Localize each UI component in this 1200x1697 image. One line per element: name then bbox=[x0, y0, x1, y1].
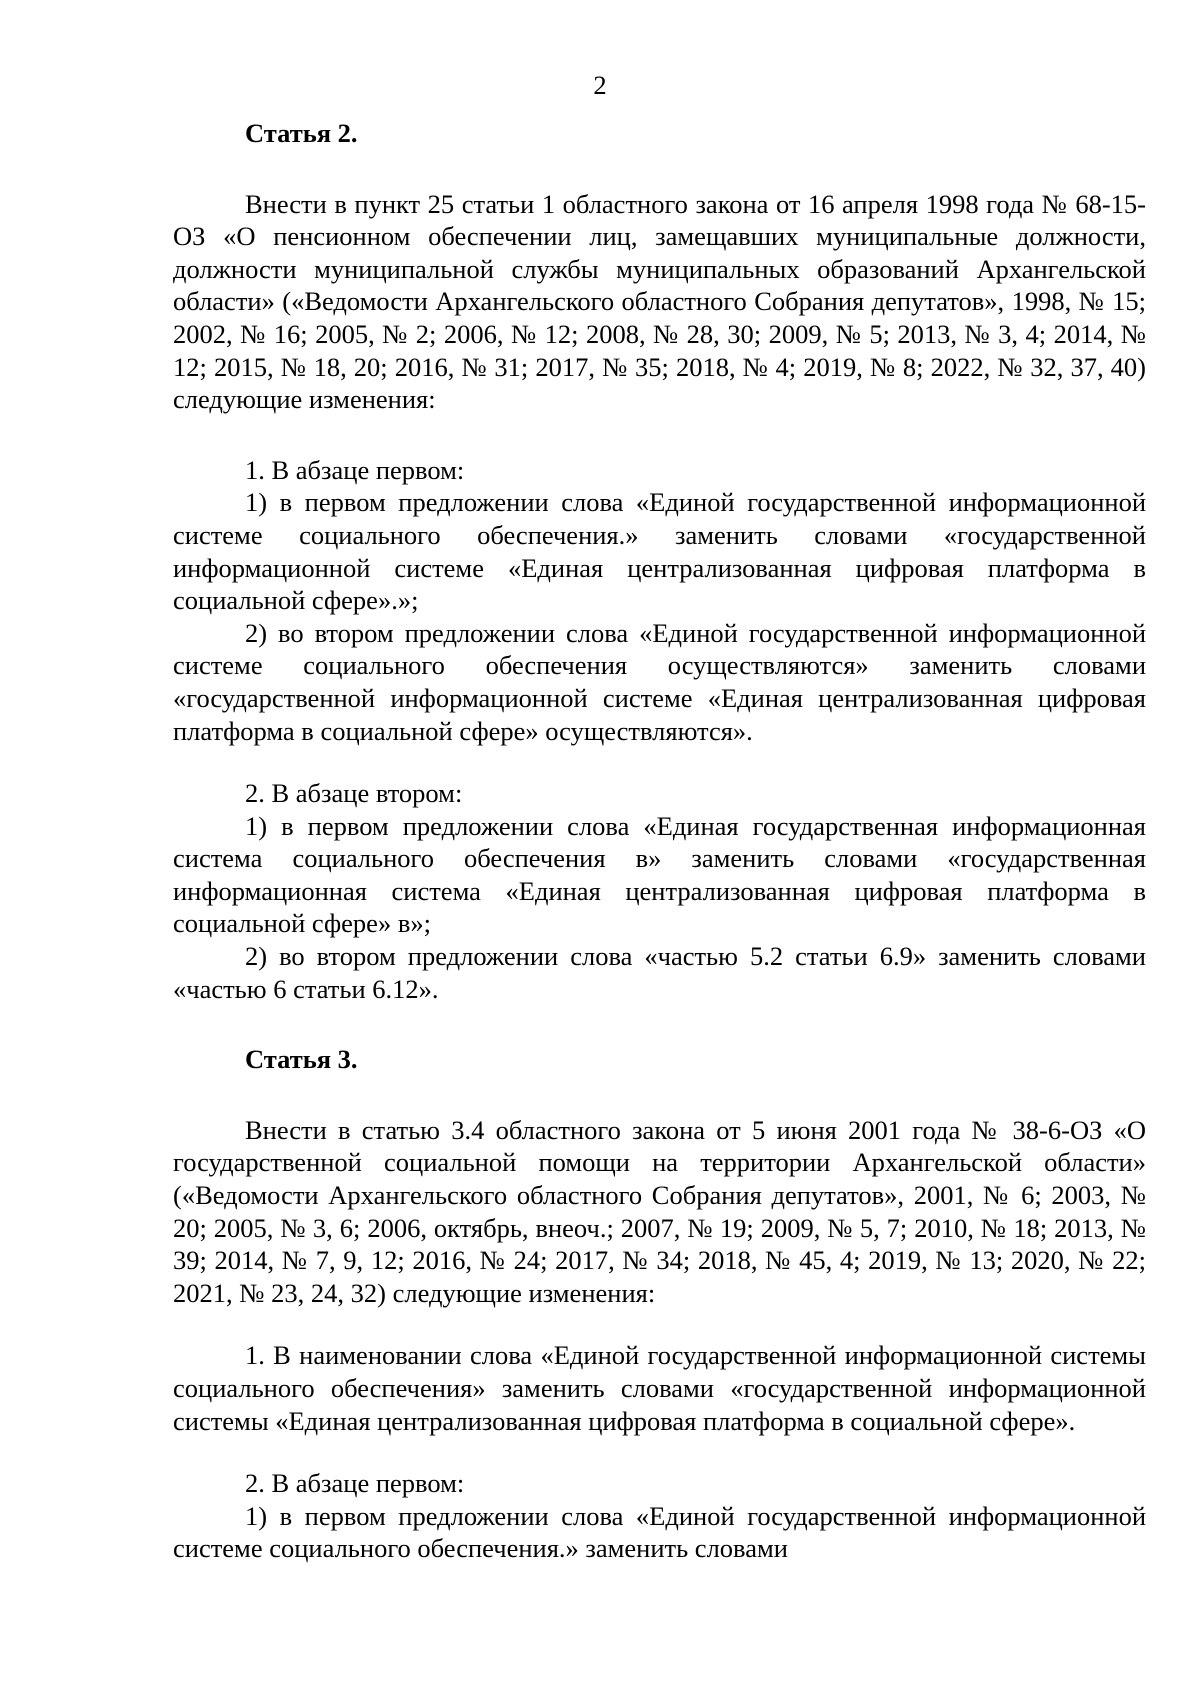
article-2-item-2-sub-1: 1) в первом предложении слова «Единая государственная информационная система социального обеспечения в» заменить словами «государственная информационная система «Единая централизованная цифровая платформа в социальной сфере» в»; bbox=[173, 810, 1146, 939]
page-number: 2 bbox=[593, 70, 607, 100]
article-3-item-2-title: 2. В абзаце первом: bbox=[245, 1468, 465, 1499]
article-2-intro: Внести в пункт 25 статьи 1 областного закона от 16 апреля 1998 года № 68-15-ОЗ «О пенсионном обеспечении лиц, замещавших муниципальные должности, должности муниципальной службы муниципальных образований Архангельской области» («Ведомости Архангельского областного Собрания депутатов», 1998, № 15; 2002, № 16; 2005, № 2; 2006, № 12; 2008, № 28, 30; 2009, № 5; 2013, № 3, 4; 2014, № 12; 2015, № 18, 20; 2016, № 31; 2017, № 35; 2018, № 4; 2019, № 8; 2022, № 32, 37, 40) следующие изменения: bbox=[173, 188, 1146, 415]
document-body bbox=[173, 117, 1146, 1565]
article-2-heading: Статья 2. bbox=[245, 118, 358, 148]
article-2-item-2-sub-2: 2) во втором предложении слова «частью 5.2 статьи 6.9» заменить словами «частью 6 статьи 6.12». bbox=[173, 941, 1146, 1004]
article-2-item-1-sub-2: 2) во втором предложении слова «Единой государственной информационной системе социального обеспечения осуществляются» заменить словами «государственной информационной системе «Единая централизованная цифровая платформа в социальной сфере» осуществляются». bbox=[173, 617, 1146, 746]
article-3-item-2-sub-1: 1) в первом предложении слова «Единой государственной информационной системе социального обеспечения.» заменить словами bbox=[173, 1500, 1146, 1564]
article-2-item-2-title: 2. В абзаце втором: bbox=[245, 778, 463, 809]
article-3-item-1: 1. В наименовании слова «Единой государственной информационной системы социального обеспечения» заменить словами «государственной информационной системы «Единая централизованная цифровая платформа в социальной сфере». bbox=[173, 1340, 1146, 1436]
article-3-heading: Статья 3. bbox=[245, 1044, 358, 1075]
article-3-intro: Внести в статью 3.4 областного закона от 5 июня 2001 года № 38-6-ОЗ «О государственной социальной помощи на территории Архангельской области» («Ведомости Архангельского областного Собрания депутатов», 2001, № 6; 2003, № 20; 2005, № 3, 6; 2006, октябрь, внеоч.; 2007, № 19; 2009, № 5, 7; 2010, № 18; 2013, № 39; 2014, № 7, 9, 12; 2016, № 24; 2017, № 34; 2018, № 45, 4; 2019, № 13; 2020, № 22; 2021, № 23, 24, 32) следующие изменения: bbox=[173, 1114, 1146, 1308]
article-2-item-1-title: 1. В абзаце первом: bbox=[245, 454, 465, 485]
article-2-item-1-sub-1: 1) в первом предложении слова «Единой государственной информационной системе социального обеспечения.» заменить словами «государственной информационной системе «Единая централизованная цифровая платформа в социальной сфере».»; bbox=[173, 487, 1146, 616]
